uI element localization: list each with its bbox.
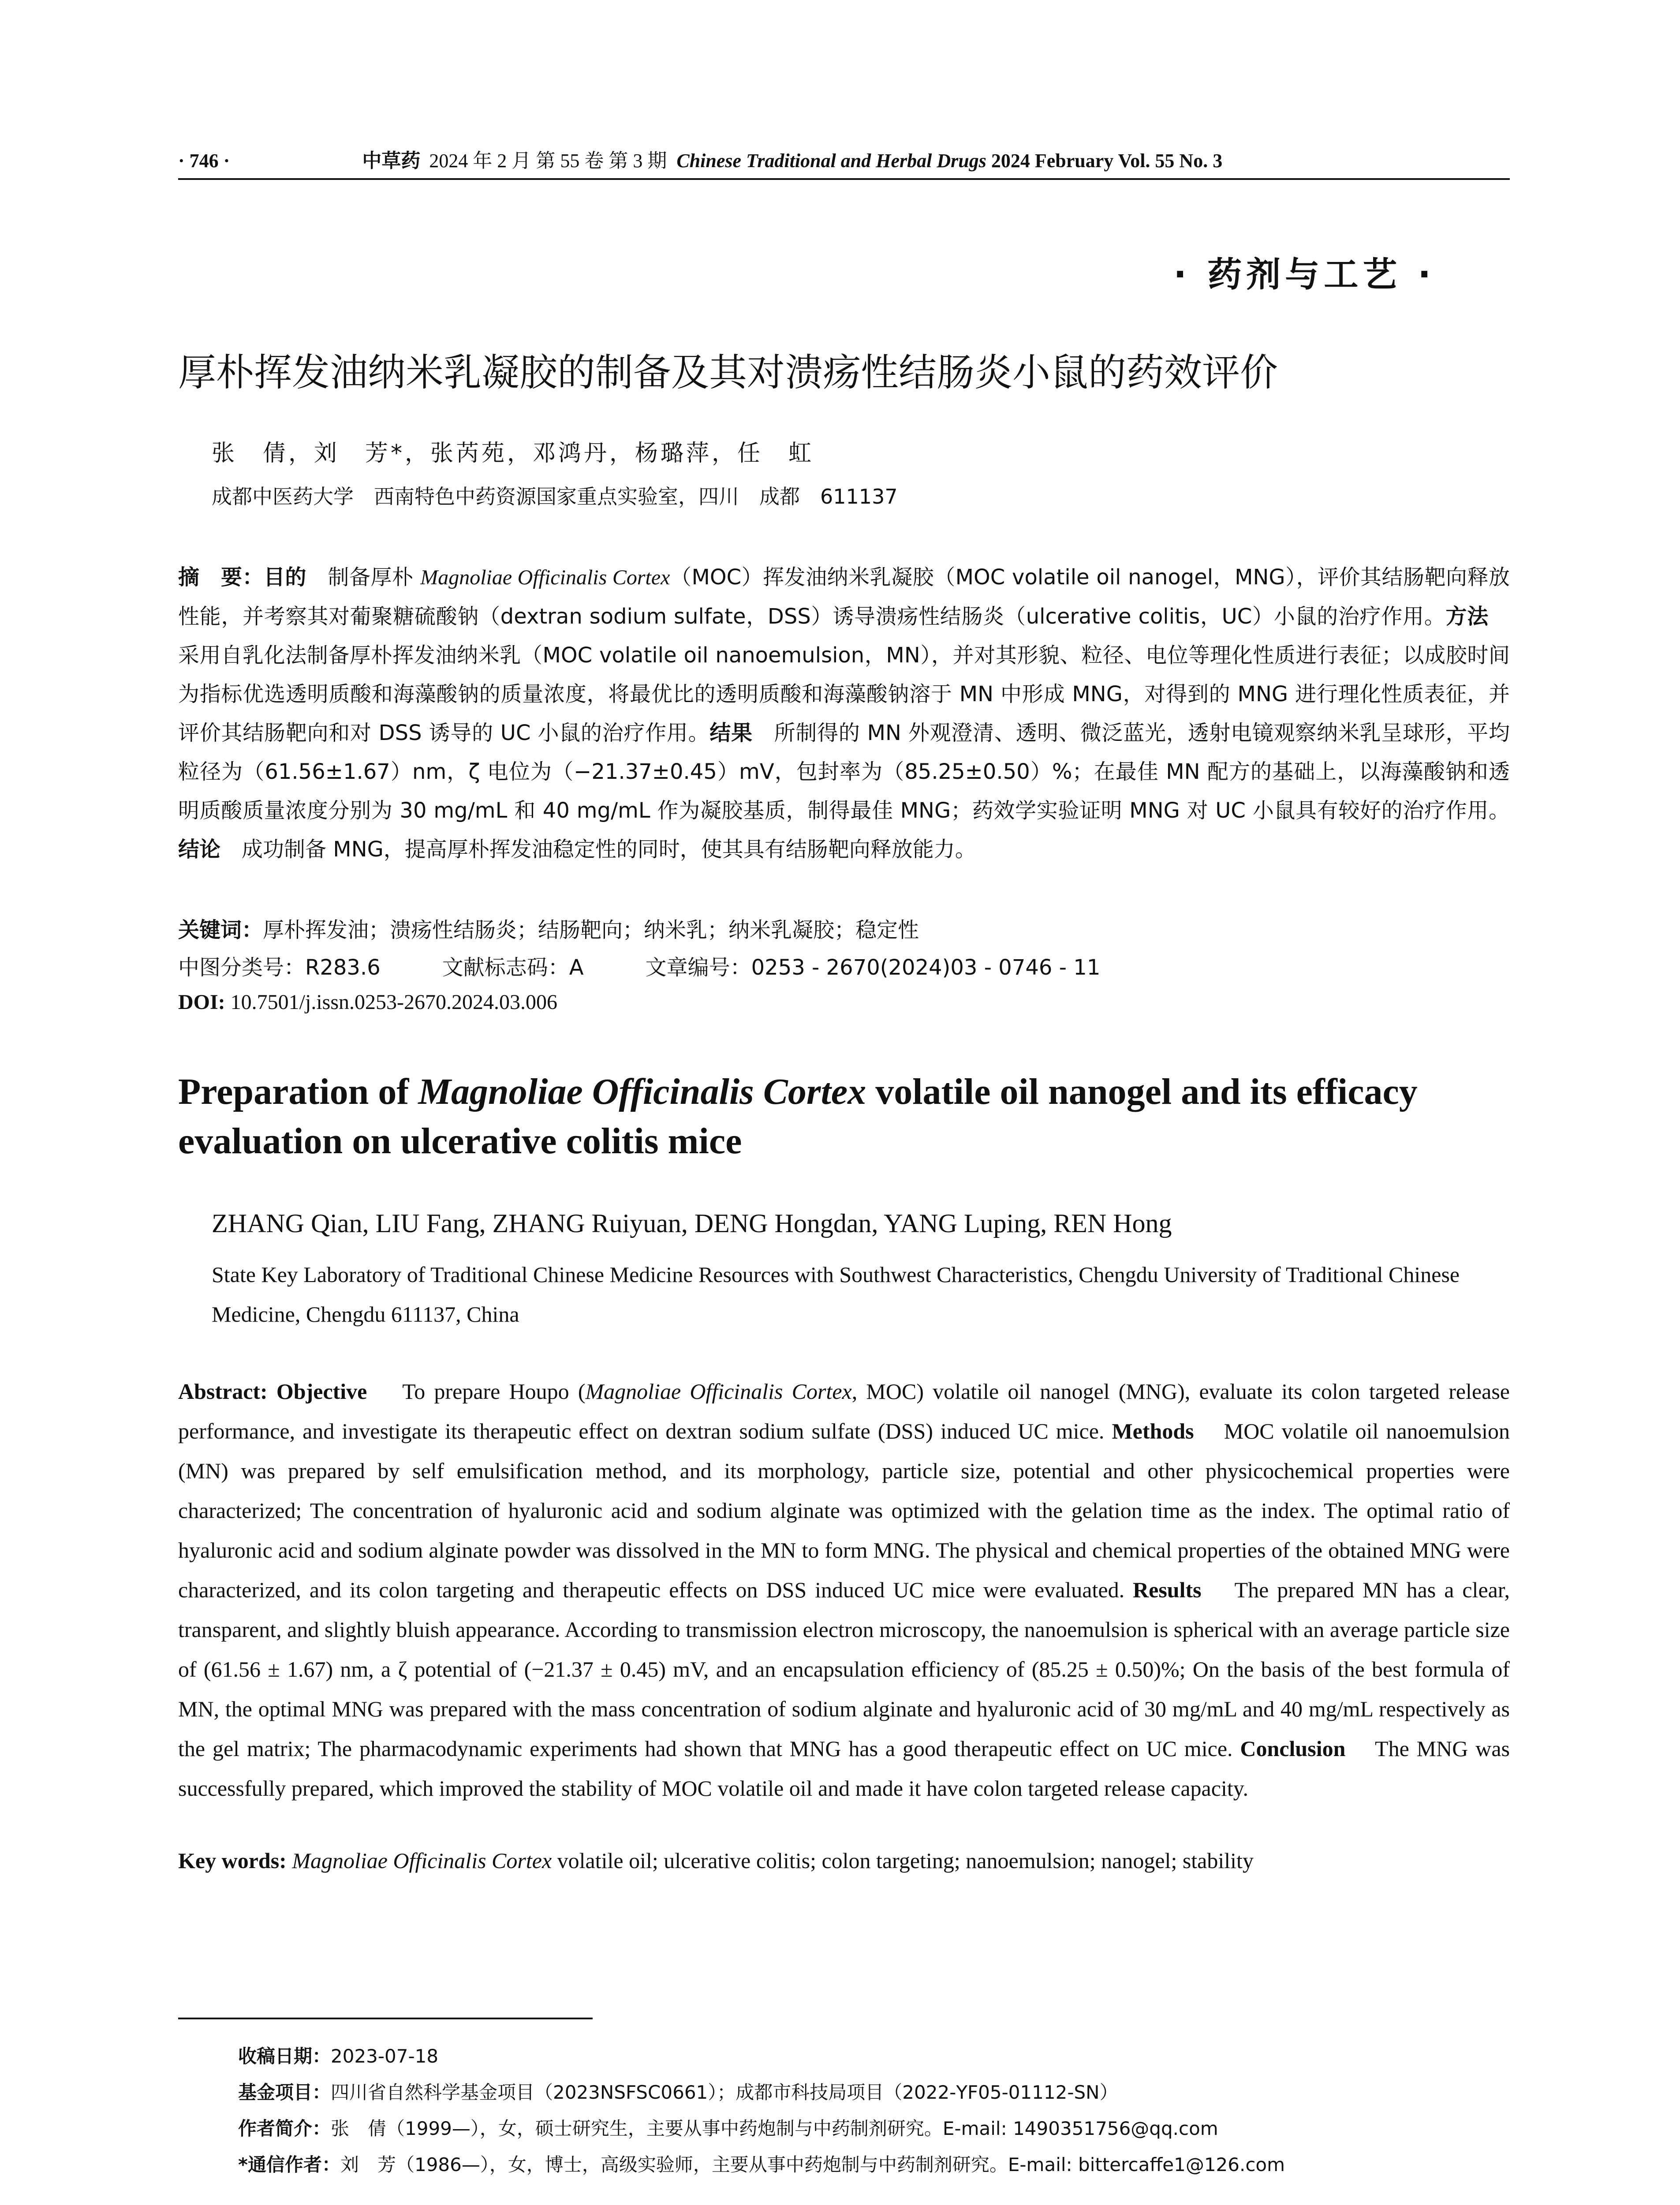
footnote-author: 作者简介：张 倩（1999—），女，硕士研究生，主要从事中药炮制与中药制剂研究。E-mail: 1490351756@qq.com <box>238 2118 1218 2139</box>
journal-name-cn: 中草药 <box>362 150 421 172</box>
abstract-en: Abstract: Objective To prepare Houpo (Magnoliae Officinalis Cortex, MOC) volatile oil nanogel (MNG), evaluate its colon targeted release performance, and investigate its therapeutic effect on dextran sodium sulfate (DSS) induced UC mice. Methods MOC volatile oil nanoemulsion (MN) was prepared by self emulsification method, and its morphology, particle size, potential and other physicochemical properties were characterized; The concentration of hyaluronic acid and sodium alginate was optimized with the gelation time as the index. The optimal ratio of hyaluronic acid and sodium alginate powder was dissolved in the MN to form MNG. The physical and chemical properties of the obtained MNG were characterized, and its colon targeting and therapeutic effects on DSS induced UC mice were evaluated. Results The prepared MN has a clear, transparent, and slightly bluish appearance. According to transmission electron microscopy, the nanoemulsion is spherical with an average particle size of (61.56 ± 1.67) nm, a ζ potential of (−21.37 ± 0.45) mV, and an encapsulation efficiency of (85.25 ± 0.50)%; On the basis of the best formula of MN, the optimal MNG was prepared with the mass concentration of sodium alginate and hyaluronic acid of 30 mg/mL and 40 mg/mL respectively as the gel matrix; The pharmacodynamic experiments had shown that MNG has a good therapeutic effect on UC mice. Conclusion The MNG was successfully prepared, which improved the stability of MOC volatile oil and made it have colon targeted release capacity. <box>178 1379 1516 1801</box>
header-rule <box>178 178 1510 180</box>
footnote-received: 收稿日期：2023-07-18 <box>238 2045 439 2067</box>
running-header <box>178 145 1510 173</box>
authors-en: ZHANG Qian, LIU Fang, ZHANG Ruiyuan, DENG Hongdan, YANG Luping, REN Hong <box>212 1209 1172 1238</box>
page-number: · 746 · <box>178 150 230 172</box>
journal-name-en: Chinese Traditional and Herbal Drugs 2024 February Vol. 55 No. 3 <box>676 150 1223 172</box>
classification-cn <box>178 950 1100 981</box>
footnote-fund: 基金项目：四川省自然科学基金项目（2023NSFSC0661）；成都市科技局项目（2022-YF05-01112-SN） <box>238 2082 1118 2103</box>
footnote-rule <box>178 2018 593 2019</box>
title-en: Preparation of Magnoliae Officinalis Cortex volatile oil nanogel and its efficacy evaluation on ulcerative colitis mice <box>178 1071 1418 1162</box>
title-cn: 厚朴挥发油纳米乳凝胶的制备及其对溃疡性结肠炎小鼠的药效评价 <box>178 351 1278 395</box>
authors-cn: 张 倩，刘 芳*，张芮苑，邓鸿丹，杨璐萍，任 虹 <box>212 440 814 467</box>
clc-number: 中图分类号：R283.6 <box>178 955 381 980</box>
footnote-corresponding: *通信作者：刘 芳（1986—），女，博士，高级实验师，主要从事中药炮制与中药制剂研究。E-mail: bittercaffe1@126.com <box>238 2154 1285 2175</box>
keywords-en: Key words: Magnoliae Officinalis Cortex volatile oil; ulcerative colitis; colon targeting; nanoemulsion; nanogel; stability <box>178 1848 1254 1873</box>
section-label: · 药剂与工艺 · <box>1173 255 1435 295</box>
keywords-cn: 关键词：厚朴挥发油；溃疡性结肠炎；结肠靶向；纳米乳；纳米乳凝胶；稳定性 <box>178 918 919 942</box>
abstract-cn: 摘 要：目的 制备厚朴 Magnoliae Officinalis Cortex（MOC）挥发油纳米乳凝胶（MOC volatile oil nanogel，MNG），评价其结肠靶向释放性能，并考察其对葡聚糖硫酸钠（dextran sodium sulfate，DSS）诱导溃疡性结肠炎（ulcerative colitis，UC）小鼠的治疗作用。方法 采用自乳化法制备厚朴挥发油纳米乳（MOC volatile oil nanoemulsion，MN），并对其形貌、粒径、电位等理化性质进行表征；以成胶时间为指标优选透明质酸和海藻酸钠的质量浓度，将最优比的透明质酸和海藻酸钠溶于 MN 中形成 MNG，对得到的 MNG 进行理化性质表征，并评价其结肠靶向和对 DSS 诱导的 UC 小鼠的治疗作用。结果 所制得的 MN 外观澄清、透明、微泛蓝光，透射电镜观察纳米乳呈球形，平均粒径为（61.56±1.67）nm，ζ 电位为（−21.37±0.45）mV，包封率为（85.25±0.50）%；在最佳 MN 配方的基础上，以海藻酸钠和透明质酸质量浓度分别为 30 mg/mL 和 40 mg/mL 作为凝胶基质，制得最佳 MNG；药效学实验证明 MNG 对 UC 小鼠具有较好的治疗作用。结论 成功制备 MNG，提高厚朴挥发油稳定性的同时，使其具有结肠靶向释放能力。 <box>178 565 1510 862</box>
issue-cn: 2024 年 2 月 第 55 卷 第 3 期 <box>429 150 667 172</box>
article-number: 文章编号：0253 - 2670(2024)03 - 0746 - 11 <box>645 955 1101 980</box>
affiliation-en: State Key Laboratory of Traditional Chinese Medicine Resources with Southwest Characteristics, Chengdu University of Traditional Chinese Medicine, Chengdu 611137, China <box>212 1262 1460 1327</box>
doi: DOI: 10.7501/j.issn.0253-2670.2024.03.006 <box>178 990 558 1014</box>
affiliation-cn: 成都中医药大学 西南特色中药资源国家重点实验室，四川 成都 611137 <box>212 485 898 508</box>
document-code: 文献标志码：A <box>442 955 584 980</box>
